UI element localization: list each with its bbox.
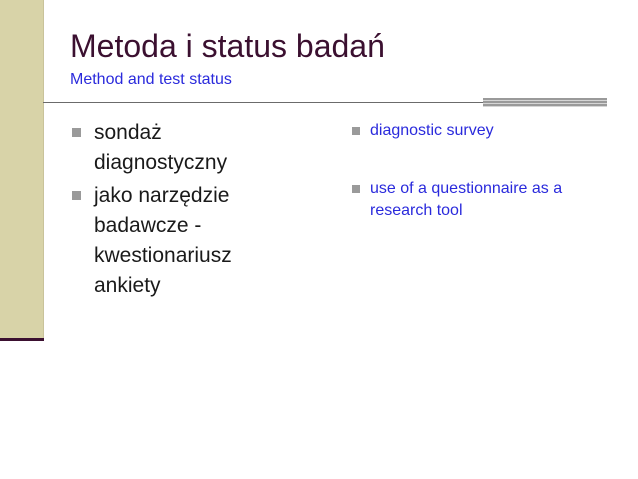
left-bullet-list: [72, 118, 272, 304]
list-item: [72, 118, 272, 178]
slide-subtitle: Method and test status: [70, 71, 232, 88]
list-item: [352, 178, 602, 222]
title-divider: [43, 102, 483, 103]
slide-title: Metoda i status badań: [70, 28, 385, 64]
list-item: [72, 181, 272, 301]
list-item-text: diagnostic survey: [370, 122, 494, 139]
title-divider-accent: [483, 98, 607, 107]
square-bullet-icon: [72, 128, 81, 137]
square-bullet-icon: [352, 127, 360, 135]
square-bullet-icon: [72, 191, 81, 200]
decorative-left-band: [0, 0, 44, 340]
list-item-text: use of a questionnaire as a research tool: [370, 180, 563, 219]
right-bullet-list: [352, 118, 602, 222]
list-item-text: jako narzędzie badawcze - kwestionariusz ankiety: [94, 184, 232, 297]
list-item: [352, 120, 602, 142]
list-item-text: sondaż diagnostyczny: [94, 121, 228, 174]
square-bullet-icon: [352, 185, 360, 193]
left-band-rule: [0, 338, 44, 341]
